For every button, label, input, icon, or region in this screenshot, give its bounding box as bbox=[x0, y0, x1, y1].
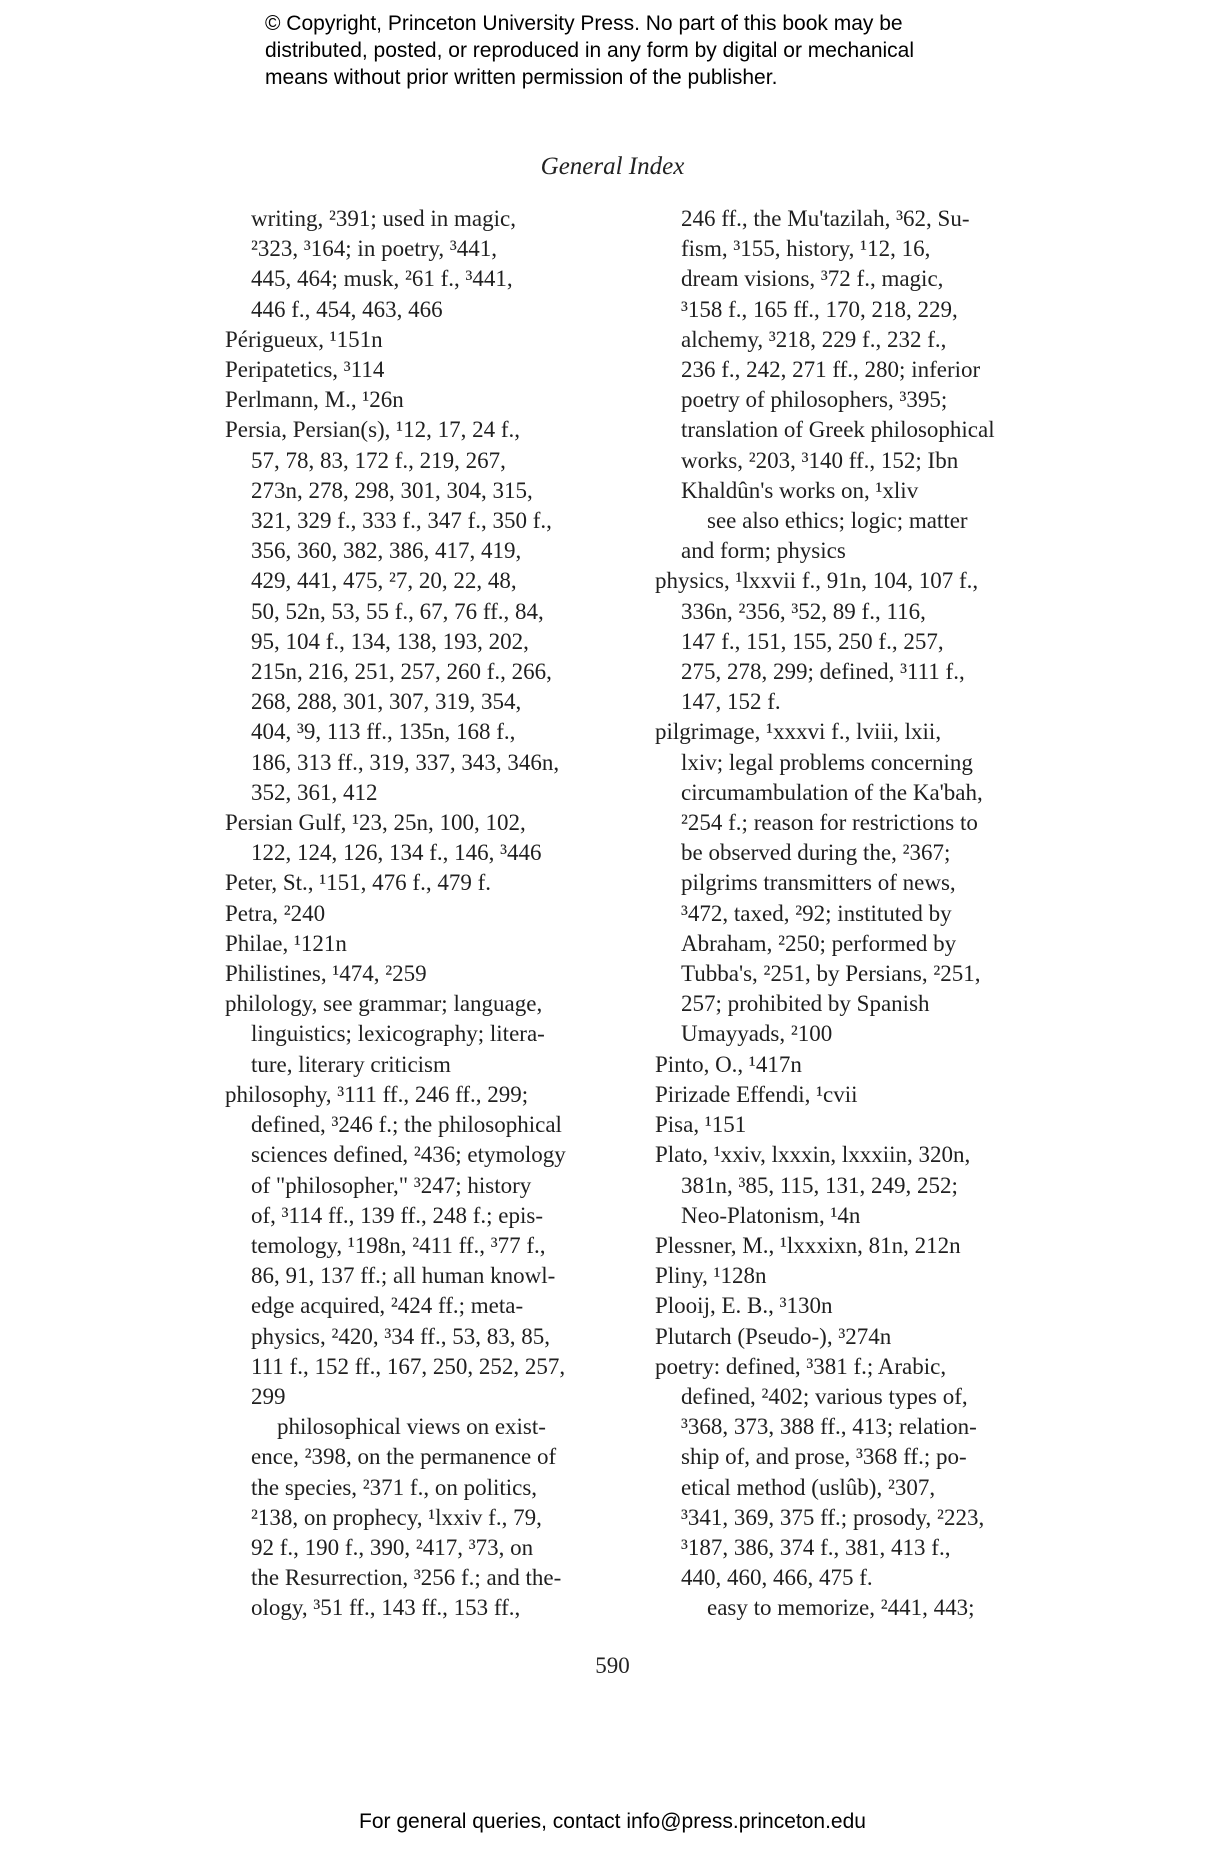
index-line: temology, ¹198n, ²411 ff., ³77 f., bbox=[251, 1232, 546, 1258]
index-line: 356, 360, 382, 386, 417, 419, bbox=[251, 538, 522, 564]
index-line: pilgrims transmitters of news, bbox=[681, 870, 956, 896]
index-line: ship of, and prose, ³368 ff.; po- bbox=[681, 1444, 967, 1470]
index-line: the species, ²371 f., on politics, bbox=[251, 1474, 538, 1500]
index-line: of, ³114 ff., 139 ff., 248 f.; epis- bbox=[251, 1202, 544, 1228]
index-line: Tubba's, ²251, by Persians, ²251, bbox=[681, 961, 981, 987]
index-line: writing, ²391; used in magic, bbox=[251, 206, 516, 231]
index-line: 147, 152 f. bbox=[681, 689, 781, 715]
index-line: of "philosopher," ³247; history bbox=[251, 1172, 532, 1198]
index-line: defined, ³246 f.; the philosophical bbox=[251, 1112, 562, 1138]
index-line: 86, 91, 137 ff.; all human knowl- bbox=[251, 1263, 556, 1289]
index-line: 273n, 278, 298, 301, 304, 315, bbox=[251, 477, 533, 503]
index-line: 147 f., 151, 155, 250 f., 257, bbox=[681, 628, 944, 654]
index-line: alchemy, ³218, 229 f., 232 f., bbox=[681, 326, 947, 352]
index-entry: Pirizade Effendi, ¹cvii bbox=[655, 1081, 858, 1107]
index-entry: Plutarch (Pseudo-), ³274n bbox=[655, 1323, 892, 1349]
index-line: poetry of philosophers, ³395; bbox=[681, 387, 948, 413]
index-line: ²254 f.; reason for restrictions to bbox=[681, 810, 978, 836]
index-column-right bbox=[655, 204, 1065, 1624]
index-line: 268, 288, 301, 307, 319, 354, bbox=[251, 689, 522, 715]
copyright-line: distributed, posted, or reproduced in any form by digital or mechanical bbox=[265, 39, 915, 62]
index-line: ³368, 373, 388 ff., 413; relation- bbox=[681, 1414, 977, 1440]
index-line: linguistics; lexicography; litera- bbox=[251, 1021, 545, 1047]
index-line: edge acquired, ²424 ff.; meta- bbox=[251, 1293, 524, 1319]
index-entry: Plato, ¹xxiv, lxxxin, lxxxiin, 320n, bbox=[655, 1142, 971, 1168]
index-line: physics, ²420, ³34 ff., 53, 83, 85, bbox=[251, 1323, 550, 1349]
index-line: Khaldûn's works on, ¹xliv bbox=[681, 477, 919, 503]
index-line: circumambulation of the Ka'bah, bbox=[681, 779, 983, 805]
index-entry: Pinto, O., ¹417n bbox=[655, 1051, 802, 1077]
index-line: 111 f., 152 ff., 167, 250, 252, 257, bbox=[251, 1353, 566, 1379]
index-line: sciences defined, ²436; etymology bbox=[251, 1142, 566, 1168]
index-line: 321, 329 f., 333 f., 347 f., 350 f., bbox=[251, 508, 552, 534]
index-line: 440, 460, 466, 475 f. bbox=[681, 1565, 873, 1591]
index-entry: Philae, ¹121n bbox=[225, 930, 347, 956]
index-line: translation of Greek philosophical bbox=[681, 417, 995, 443]
index-line: 336n, ²356, ³52, 89 f., 116, bbox=[681, 598, 926, 624]
index-line: and form; physics bbox=[681, 538, 846, 564]
copyright-line: means without prior written permission of the publisher. bbox=[265, 66, 778, 89]
index-line: etical method (uslûb), ²307, bbox=[681, 1474, 936, 1500]
index-entry: philosophy, ³111 ff., 246 ff., 299; bbox=[225, 1081, 529, 1107]
index-line: 299 bbox=[251, 1383, 286, 1409]
index-entry: Perlmann, M., ¹26n bbox=[225, 387, 404, 413]
index-entry: Pisa, ¹151 bbox=[655, 1112, 747, 1138]
index-line: dream visions, ³72 f., magic, bbox=[681, 266, 944, 292]
index-line: Umayyads, ²100 bbox=[681, 1021, 833, 1047]
index-subentry: philosophical views on exist- bbox=[277, 1414, 546, 1440]
index-line: 92 f., 190 f., 390, ²417, ³73, on bbox=[251, 1534, 534, 1560]
index-line: 57, 78, 83, 172 f., 219, 267, bbox=[251, 447, 506, 473]
index-line: ²138, on prophecy, ¹lxxiv f., 79, bbox=[251, 1504, 542, 1530]
index-line: ture, literary criticism bbox=[251, 1051, 451, 1077]
index-subentry: easy to memorize, ²441, 443; bbox=[707, 1595, 975, 1621]
footer-contact: For general queries, contact info@press.princeton.edu bbox=[359, 1810, 866, 1833]
index-line: works, ²203, ³140 ff., 152; Ibn bbox=[681, 447, 959, 473]
index-line: ³341, 369, 375 ff.; prosody, ²223, bbox=[681, 1504, 985, 1530]
index-entry: Philistines, ¹474, ²259 bbox=[225, 961, 427, 987]
index-line: fism, ³155, history, ¹12, 16, bbox=[681, 236, 931, 262]
index-entry: Persian Gulf, ¹23, 25n, 100, 102, bbox=[225, 810, 526, 836]
index-entry: pilgrimage, ¹xxxvi f., lviii, lxii, bbox=[655, 719, 942, 745]
index-line: 404, ³9, 113 ff., 135n, 168 f., bbox=[251, 719, 516, 745]
index-line: the Resurrection, ³256 f.; and the- bbox=[251, 1565, 562, 1591]
page-number: 590 bbox=[595, 1653, 630, 1678]
index-entry: physics, ¹lxxvii f., 91n, 104, 107 f., bbox=[655, 568, 979, 594]
index-line: 50, 52n, 53, 55 f., 67, 76 ff., 84, bbox=[251, 598, 544, 624]
index-entry: Petra, ²240 bbox=[225, 900, 326, 926]
index-line: 215n, 216, 251, 257, 260 f., 266, bbox=[251, 659, 552, 685]
index-line: 186, 313 ff., 319, 337, 343, 346n, bbox=[251, 749, 560, 775]
index-entry: Pliny, ¹128n bbox=[655, 1263, 767, 1289]
index-entry: Peter, St., ¹151, 476 f., 479 f. bbox=[225, 870, 491, 896]
copyright-notice bbox=[265, 10, 985, 91]
index-line: ³187, 386, 374 f., 381, 413 f., bbox=[681, 1534, 951, 1560]
index-line: 95, 104 f., 134, 138, 193, 202, bbox=[251, 628, 529, 654]
index-entry: Plessner, M., ¹lxxxixn, 81n, 212n bbox=[655, 1232, 961, 1258]
index-entry: Plooij, E. B., ³130n bbox=[655, 1293, 833, 1319]
index-entry: poetry: defined, ³381 f.; Arabic, bbox=[655, 1353, 947, 1379]
index-line: ²323, ³164; in poetry, ³441, bbox=[251, 236, 497, 262]
index-entry: Peripatetics, ³114 bbox=[225, 357, 385, 383]
index-line: 122, 124, 126, 134 f., 146, ³446 bbox=[251, 840, 542, 866]
index-entry: Périgueux, ¹151n bbox=[225, 326, 383, 352]
index-line: lxiv; legal problems concerning bbox=[681, 749, 973, 775]
index-line: 381n, ³85, 115, 131, 249, 252; bbox=[681, 1172, 958, 1198]
index-line: be observed during the, ²367; bbox=[681, 840, 951, 866]
copyright-line: © Copyright, Princeton University Press. No part of this book may be bbox=[265, 12, 903, 35]
index-line: 352, 361, 412 bbox=[251, 779, 378, 805]
index-line: Neo-Platonism, ¹4n bbox=[681, 1202, 861, 1228]
index-line: 429, 441, 475, ²7, 20, 22, 48, bbox=[251, 568, 517, 594]
index-entry: Persia, Persian(s), ¹12, 17, 24 f., bbox=[225, 417, 520, 443]
index-line: 236 f., 242, 271 ff., 280; inferior bbox=[681, 357, 981, 383]
index-line: ology, ³51 ff., 143 ff., 153 ff., bbox=[251, 1595, 521, 1621]
index-line: ence, ²398, on the permanence of bbox=[251, 1444, 557, 1470]
index-line: Abraham, ²250; performed by bbox=[681, 930, 957, 956]
index-line: 246 ff., the Mu'tazilah, ³62, Su- bbox=[681, 206, 970, 231]
index-line: 257; prohibited by Spanish bbox=[681, 991, 930, 1017]
index-line: 275, 278, 299; defined, ³111 f., bbox=[681, 659, 965, 685]
index-line: ³158 f., 165 ff., 170, 218, 229, bbox=[681, 296, 958, 322]
index-line: 446 f., 454, 463, 466 bbox=[251, 296, 443, 322]
index-column-left bbox=[225, 204, 635, 1624]
index-subentry: see also ethics; logic; matter bbox=[707, 508, 968, 534]
index-line: ³472, taxed, ²92; instituted by bbox=[681, 900, 952, 926]
index-entry: philology, see grammar; language, bbox=[225, 991, 543, 1017]
index-line: defined, ²402; various types of, bbox=[681, 1383, 968, 1409]
running-head: General Index bbox=[540, 153, 685, 180]
index-line: 445, 464; musk, ²61 f., ³441, bbox=[251, 266, 513, 292]
